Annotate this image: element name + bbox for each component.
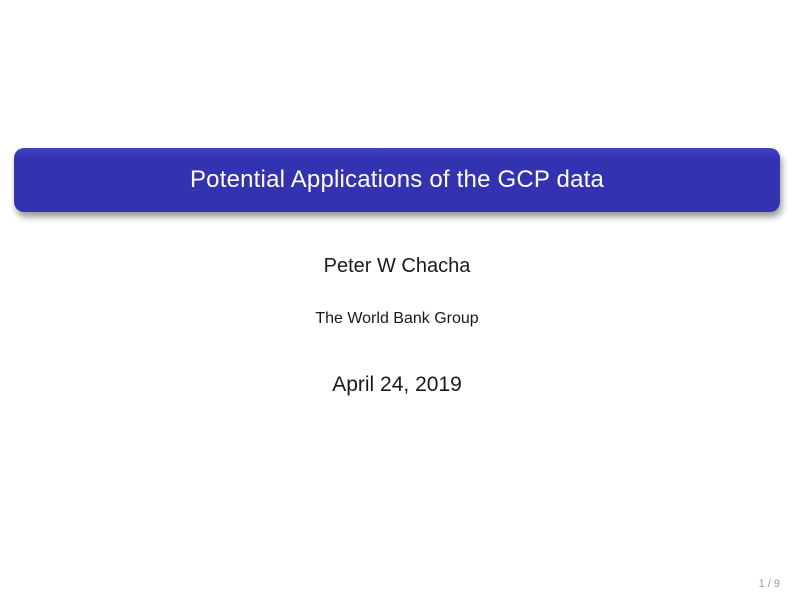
page-number: 1 / 9 bbox=[758, 578, 780, 590]
institute-name: The World Bank Group bbox=[315, 310, 479, 327]
title-banner bbox=[14, 148, 780, 212]
slide-title: Potential Applications of the GCP data bbox=[189, 166, 605, 193]
author-name: Peter W Chacha bbox=[323, 255, 471, 277]
presentation-date: April 24, 2019 bbox=[332, 373, 462, 396]
